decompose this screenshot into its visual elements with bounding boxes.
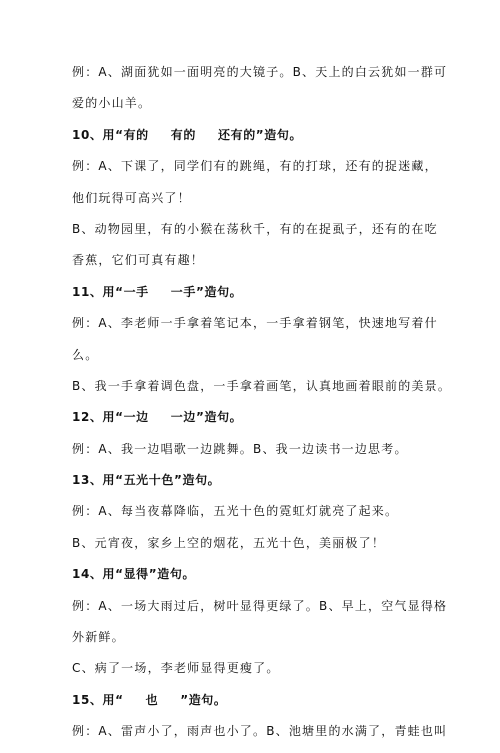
text-line: 么。	[72, 347, 99, 362]
heading-part: 12、用“一边	[72, 410, 149, 425]
text-line: 例：A、下课了，同学们有的跳绳，有的打球，还有的捉迷藏，	[72, 159, 438, 174]
heading-part: 有的	[170, 127, 196, 142]
text-line: 例：A、李老师一手拿着笔记本，一手拿着钢笔，快速地写着什	[72, 316, 438, 331]
text-line: B、我一手拿着调色盘，一手拿着画笔，认真地画着眼前的美景。	[72, 378, 452, 393]
heading-part: 也	[145, 692, 159, 707]
heading-part: 14、用“显得”造句。	[72, 567, 196, 582]
text-line: B、动物园里，有的小猴在荡秋千，有的在捉虱子，还有的在吃	[72, 221, 438, 236]
heading-part: 一边”造句。	[170, 410, 243, 425]
section-heading	[72, 470, 432, 501]
heading-part: 10、用“有的	[72, 127, 149, 142]
document-page	[72, 62, 452, 753]
text-line: 爱的小山羊。	[72, 96, 152, 111]
text-line: C、病了一场，李老师显得更瘦了。	[72, 661, 280, 676]
section-heading	[72, 564, 432, 595]
heading-part: 15、用“	[72, 692, 124, 707]
text-line: 例：A、雷声小了，雨声也小了。B、池塘里的水满了，青蛙也叫	[72, 724, 448, 739]
text-line: 例：A、一场大雨过后，树叶显得更绿了。B、早上，空气显得格	[72, 598, 448, 613]
section-heading	[72, 407, 432, 438]
text-line: 他们玩得可高兴了！	[72, 190, 191, 205]
heading-part: 13、用“五光十色”造句。	[72, 473, 221, 488]
text-line: 香蕉，它们可真有趣！	[72, 253, 205, 268]
heading-part: 11、用“一手	[72, 284, 149, 299]
text-line: B、元宵夜，家乡上空的烟花，五光十色，美丽极了！	[72, 535, 386, 550]
text-line: 例：A、我一边唱歌一边跳舞。B、我一边读书一边思考。	[72, 441, 408, 456]
heading-part: 一手”造句。	[170, 284, 243, 299]
text-line: 例：A、湖面犹如一面明亮的大镜子。B、天上的白云犹如一群可	[72, 65, 448, 79]
text-line: 外新鲜。	[72, 630, 125, 645]
heading-part: 还有的”造句。	[218, 127, 303, 142]
section-heading	[72, 690, 432, 721]
text-line: 例：A、每当夜幕降临，五光十色的霓虹灯就亮了起来。	[72, 504, 399, 519]
section-heading	[72, 125, 432, 156]
heading-part: ”造句。	[180, 692, 227, 707]
section-heading	[72, 282, 432, 313]
